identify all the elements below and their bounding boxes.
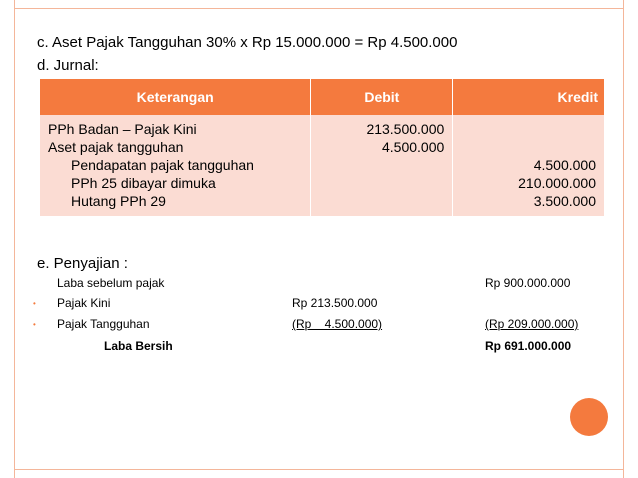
- jurnal-heading: d. Jurnal:: [37, 57, 99, 74]
- total-pajak-value: (Rp 209.000.000): [485, 317, 579, 331]
- kredit-hutang-pph29: 3.500.000: [533, 193, 596, 209]
- kredit-pendapatan-pajak-tangguhan: 4.500.000: [533, 157, 596, 173]
- bullet-pajak-kini: •: [33, 299, 36, 308]
- decorative-orange-circle: [570, 398, 608, 436]
- account-pendapatan-pajak-tangguhan: Pendapatan pajak tangguhan: [71, 157, 254, 173]
- kredit-column: [453, 115, 604, 216]
- keterangan-column: [40, 115, 311, 216]
- account-pph25-dibayar-dimuka: PPh 25 dibayar dimuka: [71, 175, 216, 191]
- pajak-kini-label: Pajak Kini: [57, 296, 111, 310]
- debit-column: [311, 115, 453, 216]
- pajak-tangguhan-value: (Rp 4.500.000): [292, 317, 383, 331]
- slide-frame-left: [14, 0, 15, 478]
- header-debit: Debit: [311, 79, 453, 115]
- journal-table: [40, 79, 604, 216]
- laba-sebelum-pajak-label: Laba sebelum pajak: [57, 276, 165, 290]
- slide-frame-bottom: [14, 469, 624, 478]
- laba-bersih-value: Rp 691.000.000: [485, 339, 572, 353]
- debit-aset-pajak-tangguhan: 4.500.000: [382, 139, 445, 155]
- slide-frame-right: [623, 0, 624, 478]
- journal-body-row: [40, 115, 604, 216]
- aset-pajak-tangguhan-line: c. Aset Pajak Tangguhan 30% x Rp 15.000.000 = Rp 4.500.000: [37, 34, 458, 51]
- penyajian-heading: e. Penyajian :: [37, 255, 128, 272]
- laba-bersih-label: Laba Bersih: [104, 339, 173, 353]
- bullet-pajak-tangguhan: •: [33, 320, 36, 329]
- account-hutang-pph29: Hutang PPh 29: [71, 193, 166, 209]
- debit-pph-badan: 213.500.000: [366, 121, 445, 137]
- journal-header-row: [40, 79, 604, 115]
- header-kredit: Kredit: [453, 79, 604, 115]
- account-aset-pajak-tangguhan: Aset pajak tangguhan: [48, 139, 184, 155]
- header-keterangan: Keterangan: [40, 79, 311, 115]
- laba-sebelum-pajak-value: Rp 900.000.000: [485, 276, 571, 290]
- slide-frame-top: [14, 0, 624, 9]
- pajak-kini-value: Rp 213.500.000: [292, 296, 378, 310]
- account-pph-badan: PPh Badan – Pajak Kini: [48, 121, 197, 137]
- pajak-tangguhan-label: Pajak Tangguhan: [57, 317, 150, 331]
- kredit-pph25-dibayar-dimuka: 210.000.000: [518, 175, 596, 191]
